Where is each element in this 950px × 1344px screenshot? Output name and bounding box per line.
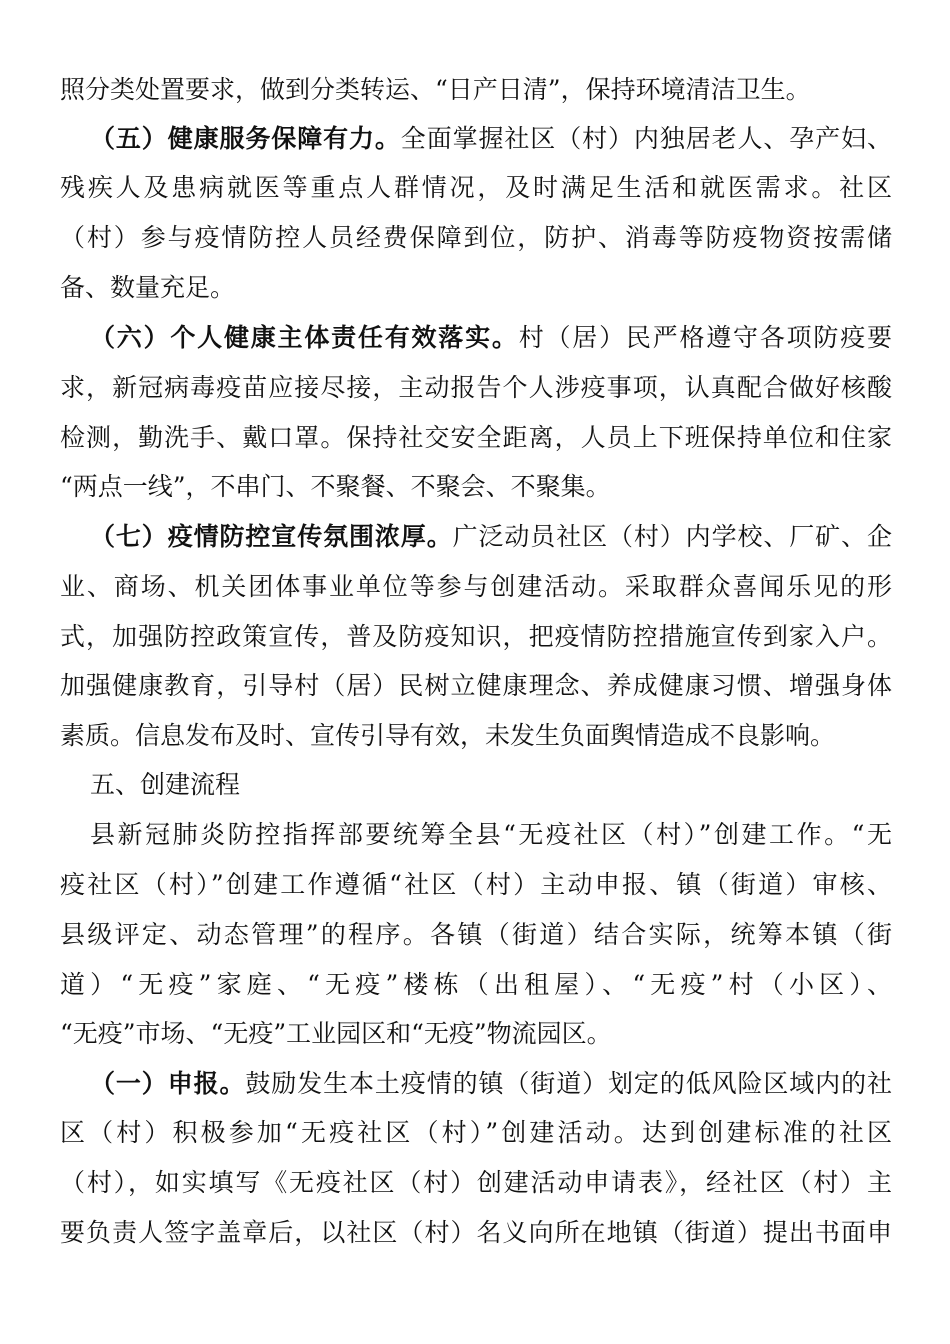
paragraph-line-subsection-1: （一）申报。鼓励发生本土疫情的镇（街道）划定的低风险区域内的社 bbox=[90, 1069, 892, 1098]
section-heading-7: （七）疫情防控宣传氛围浓厚。 bbox=[90, 522, 453, 551]
paragraph-line: （村），如实填写《无疫社区（村）创建活动申请表》，经社区（村）主 bbox=[60, 1168, 892, 1197]
paragraph-line: 道）“无疫”家庭、“无疫”楼栋（出租屋）、“无疫”村（小区）、 bbox=[60, 970, 892, 999]
paragraph-line: 检测，勤洗手、戴口罩。保持社交安全距离，人员上下班保持单位和住家 bbox=[60, 423, 892, 452]
paragraph-line: 要负责人签字盖章后，以社区（村）名义向所在地镇（街道）提出书面申 bbox=[60, 1218, 892, 1247]
paragraph-line: 式，加强防控政策宣传，普及防疫知识，把疫情防控措施宣传到家入户。 bbox=[60, 622, 892, 651]
paragraph-line-section-7: （七）疫情防控宣传氛围浓厚。广泛动员社区（村）内学校、厂矿、企 bbox=[90, 522, 892, 551]
section-heading-5: （五）健康服务保障有力。 bbox=[90, 124, 401, 153]
section-title-creation-process: 五、创建流程 bbox=[90, 770, 241, 799]
paragraph-line: 残疾人及患病就医等重点人群情况，及时满足生活和就医需求。社区 bbox=[60, 173, 892, 202]
paragraph-line-section-5: （五）健康服务保障有力。全面掌握社区（村）内独居老人、孕产妇、 bbox=[90, 124, 892, 153]
paragraph-line: 备、数量充足。 bbox=[60, 273, 236, 302]
paragraph-line: 县新冠肺炎防控指挥部要统筹全县“无疫社区（村）”创建工作。“无 bbox=[90, 820, 892, 849]
paragraph-line: （村）参与疫情防控人员经费保障到位，防护、消毒等防疫物资按需储 bbox=[60, 223, 892, 252]
paragraph-line: 加强健康教育，引导村（居）民树立健康理念、养成健康习惯、增强身体 bbox=[60, 671, 892, 700]
section-heading-6: （六）个人健康主体责任有效落实。 bbox=[90, 323, 519, 352]
paragraph-line: “两点一线”，不串门、不聚餐、不聚会、不聚集。 bbox=[60, 472, 611, 501]
paragraph-line: 业、商场、机关团体事业单位等参与创建活动。采取群众喜闻乐见的形 bbox=[60, 572, 892, 601]
paragraph-line: “无疫”市场、“无疫”工业园区和“无疫”物流园区。 bbox=[60, 1019, 612, 1048]
paragraph-line-section-6: （六）个人健康主体责任有效落实。村（居）民严格遵守各项防疫要 bbox=[90, 323, 892, 352]
paragraph-line: 疫社区（村）”创建工作遵循“社区（村）主动申报、镇（街道）审核、 bbox=[60, 870, 892, 899]
paragraph-line: 区（村）积极参加“无疫社区（村）”创建活动。达到创建标准的社区 bbox=[60, 1118, 892, 1147]
paragraph-line: 求，新冠病毒疫苗应接尽接，主动报告个人涉疫事项，认真配合做好核酸 bbox=[60, 373, 892, 402]
paragraph-line: 县级评定、动态管理”的程序。各镇（街道）结合实际，统筹本镇（街 bbox=[60, 920, 892, 949]
paragraph-line: 素质。信息发布及时、宣传引导有效，未发生负面舆情造成不良影响。 bbox=[60, 721, 836, 750]
paragraph-line: 照分类处置要求，做到分类转运、“日产日清”，保持环境清洁卫生。 bbox=[60, 75, 811, 104]
subsection-heading-1: （一）申报。 bbox=[90, 1069, 246, 1098]
